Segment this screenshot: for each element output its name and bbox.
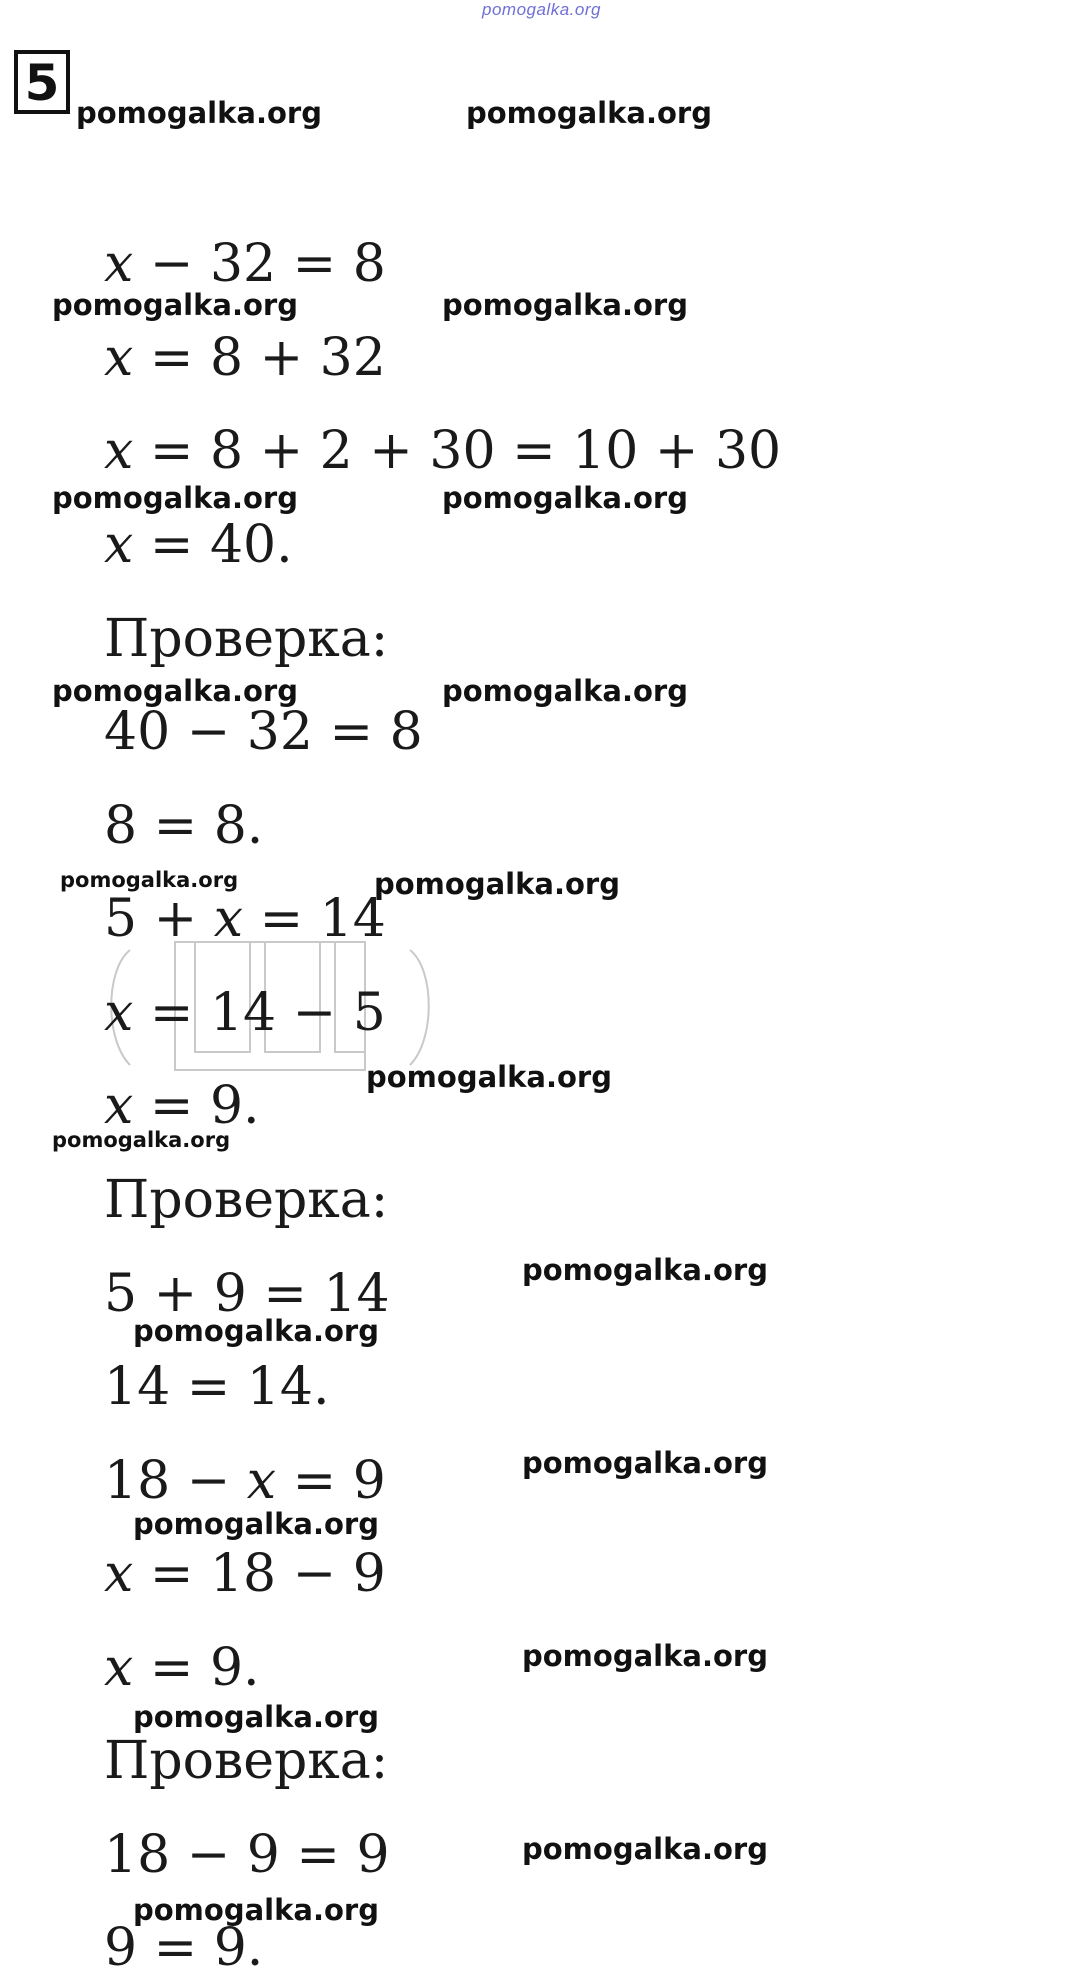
equation-line: 14 = 14. <box>104 1357 330 1417</box>
watermark-text: pomogalka.org <box>522 1253 768 1287</box>
watermark-text: pomogalka.org <box>133 1893 379 1927</box>
equation-line: x = 8 + 32 <box>104 328 386 388</box>
watermark-text: pomogalka.org <box>52 481 298 515</box>
equation-line: x − 32 = 8 <box>104 234 386 294</box>
equation-line: 18 − x = 9 <box>104 1451 386 1511</box>
watermark-text: pomogalka.org <box>442 481 688 515</box>
watermark-text: pomogalka.org <box>366 1060 612 1094</box>
watermark-text: pomogalka.org <box>522 1639 768 1673</box>
watermark-text: pomogalka.org <box>52 1128 231 1152</box>
top-site-link[interactable]: pomogalka.org <box>482 0 601 19</box>
watermark-text: pomogalka.org <box>442 288 688 322</box>
watermark-text: pomogalka.org <box>133 1700 379 1734</box>
watermark-text: pomogalka.org <box>76 96 322 130</box>
watermark-text: pomogalka.org <box>60 868 239 892</box>
equation-line: 5 + 9 = 14 <box>104 1264 390 1324</box>
equation-line: x = 9. <box>104 1076 260 1136</box>
check-heading: Проверка: <box>104 1731 389 1791</box>
equation-line: x = 9. <box>104 1638 260 1698</box>
check-heading: Проверка: <box>104 609 389 669</box>
equation-line: 8 = 8. <box>104 796 264 856</box>
watermark-text: pomogalka.org <box>466 96 712 130</box>
watermark-text: pomogalka.org <box>52 288 298 322</box>
equation-line: x = 18 − 9 <box>104 1544 386 1604</box>
watermark-text: pomogalka.org <box>522 1832 768 1866</box>
equation-line: 5 + x = 14 <box>104 889 386 949</box>
watermark-text: pomogalka.org <box>133 1314 379 1348</box>
equation-line: 9 = 9. <box>104 1918 264 1978</box>
watermark-text: pomogalka.org <box>52 674 298 708</box>
check-heading: Проверка: <box>104 1170 389 1230</box>
equation-line: x = 8 + 2 + 30 = 10 + 30 <box>104 421 782 481</box>
watermark-text: pomogalka.org <box>442 674 688 708</box>
watermark-text: pomogalka.org <box>133 1507 379 1541</box>
equation-line: x = 40. <box>104 515 293 575</box>
equation-line: x = 14 − 5 <box>104 983 386 1043</box>
task-number-box: 5 <box>14 50 70 114</box>
equation-line: 40 − 32 = 8 <box>104 702 423 762</box>
equation-line: 18 − 9 = 9 <box>104 1825 390 1885</box>
watermark-text: pomogalka.org <box>374 867 620 901</box>
watermark-text: pomogalka.org <box>522 1446 768 1480</box>
